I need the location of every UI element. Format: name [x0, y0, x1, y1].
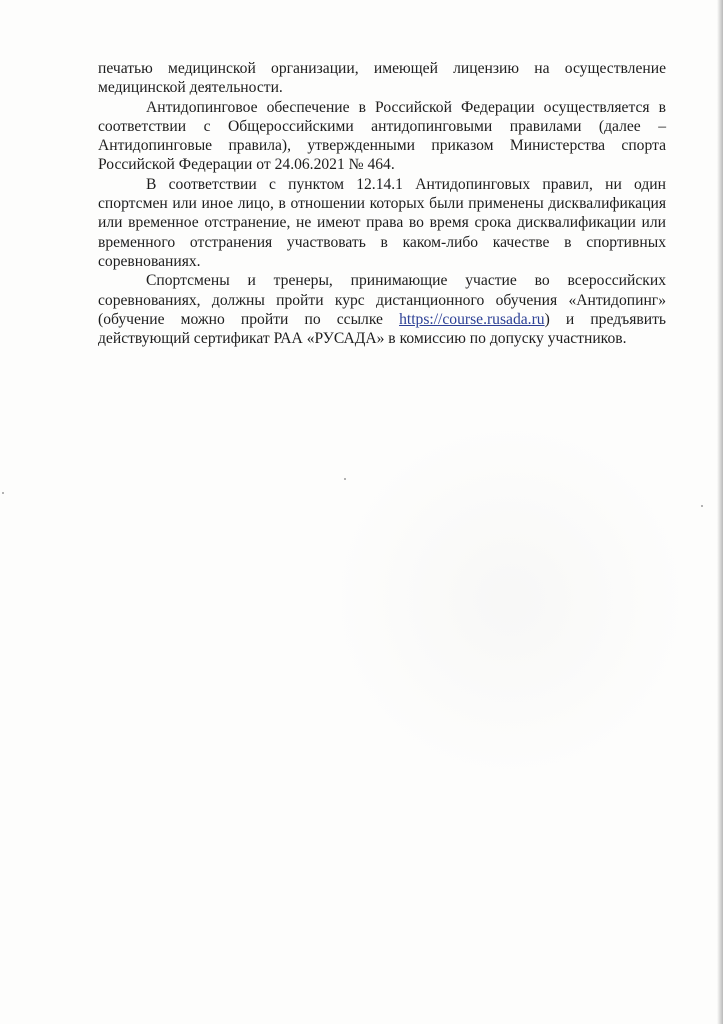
scan-speck [701, 505, 703, 507]
scan-speck [2, 492, 4, 494]
paragraph-text-before-link: Спортсмены и тренеры, принимающие участие во всероссийских соревнованиях, должны пройти курс дистанционного обучения «Антидопинг» (обучение можно пройти по ссылке [98, 272, 666, 328]
course-link[interactable]: https://course.rusada.ru [399, 310, 545, 328]
paragraph-education-requirement [98, 271, 666, 348]
scan-speck [344, 478, 346, 480]
paragraph-antidoping-provision: Антидопинговое обеспечение в Российской Федерации осуществляется в соответствии с Общероссийскими антидопинговыми правилами (далее – Антидопинговые правила), утвержденными приказом Министерства спорта Российской Федерации от 24.06.2021 № 464. [98, 98, 666, 174]
scan-shading [330, 420, 690, 780]
document-body [98, 59, 666, 348]
scan-edge-shadow [717, 0, 723, 1024]
paragraph-text-after-link: ) и предъявить действующий сертификат РАА «РУСАДА» в комиссию по допуску участников. [98, 310, 667, 348]
paragraph-continuation: печатью медицинской организации, имеющей лицензию на осуществление медицинской деятельности. [98, 60, 666, 97]
paragraph-disqualification-rule: В соответствии с пунктом 12.14.1 Антидопинговых правил, ни один спортсмен или иное лицо, в отношении которых были применены дисквалификация или временное отстранение, не имеют права во время срока дисквалификации или временного отстранения участвовать в каком-либо качестве в спортивных соревнованиях. [98, 175, 666, 270]
